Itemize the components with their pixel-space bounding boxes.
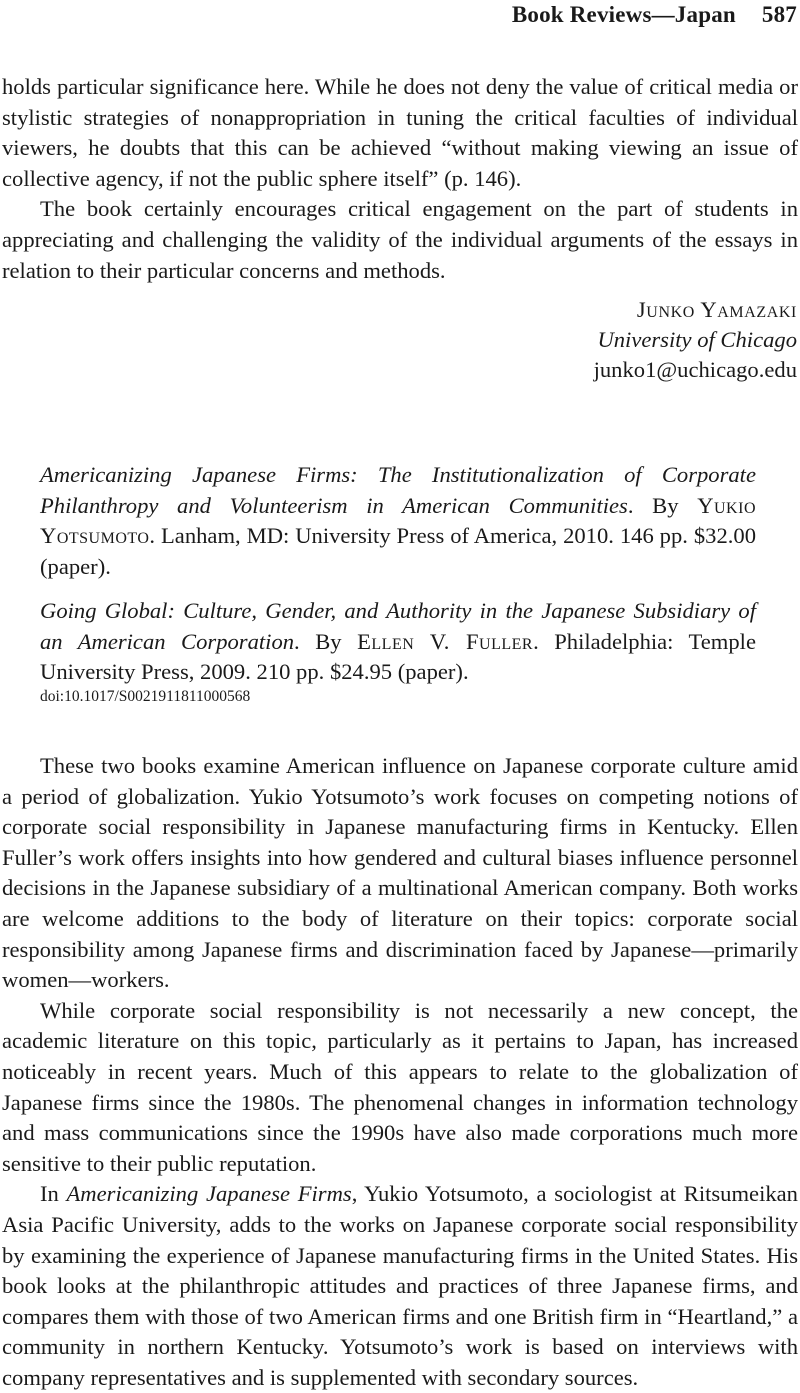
- page-number: 587: [761, 2, 797, 27]
- review-paragraph-2: While corporate social responsibility is not necessarily a new concept, the academic literature on this topic, particularly as it pertains to Japan, has increased noticeably in recent years. Much of this appears to relate to the globalization of Japanese firms since the 1980s. The phenomenal changes in information technology and mass communications since the 1990s have also made corporations much more sensitive to their public reputation.: [2, 997, 798, 1176]
- book-citation-2: [40, 596, 756, 688]
- review-body: [2, 751, 798, 1393]
- book-1-title: Americanizing Japanese Firms: The Institutionalization of Corporate Philanthropy and Volunteerism in American Communities: [40, 462, 756, 518]
- reviewer-affiliation: University of Chicago: [597, 327, 797, 352]
- book-2-title: Going Global: Culture, Gender, and Authority in the Japanese Subsidiary of an American Corporation: [40, 598, 756, 654]
- review-paragraph-3: [2, 1179, 798, 1393]
- reviewer-name: Junko Yamazaki: [636, 297, 797, 322]
- doi: doi:10.1017/S0021911811000568: [40, 688, 251, 705]
- previous-review-paragraph-2: The book certainly encourages critical engagement on the part of students in appreciating and challenging the validity of the individual arguments of the essays in relation to their particular concerns and methods.: [2, 196, 798, 283]
- book-2-author: Ellen V. Fuller: [357, 628, 534, 654]
- section-title: Book Reviews—Japan: [511, 2, 736, 27]
- book-2-by: . By: [294, 628, 358, 654]
- previous-review-paragraph-1: holds particular significance here. While he does not deny the value of critical media or stylistic strategies of nonappropriation in tuning the critical faculties of individual viewers, he doubts that this can be achieved “without making viewing an issue of collective agency, if not the public sphere itself” (p. 146).: [2, 74, 798, 191]
- reviewer-signature: [594, 295, 797, 385]
- review-paragraph-3-lead: In: [40, 1181, 67, 1207]
- review-paragraph-3-book-title: Americanizing Japanese Firms: [66, 1181, 352, 1207]
- review-paragraph-3-rest: , Yukio Yotsumoto, a sociologist at Ritsumeikan Asia Pacific University, adds to the works on Japanese corporate social responsibility by examining the experience of Japanese manufacturing firms in the United States. His book looks at the philanthropic attitudes and practices of three Japanese firms, and compares them with those of two American firms and one British firm in “Heartland,” a community in northern Kentucky. Yotsumoto’s work is based on interviews with company representatives and is supplemented with secondary sources.: [2, 1181, 798, 1390]
- book-citation-1: [40, 460, 756, 582]
- book-1-by: . By: [627, 492, 698, 518]
- previous-review-text: [2, 72, 798, 286]
- running-head: [512, 2, 797, 28]
- book-1-details: . Lanham, MD: University Press of America, 2010. 146 pp. $32.00 (paper).: [40, 523, 756, 579]
- book-1-author: Yukio Yotsumoto: [40, 492, 756, 548]
- reviewer-email: junko1@uchicago.edu: [593, 357, 797, 382]
- review-paragraph-1: These two books examine American influence on Japanese corporate culture amid a period of globalization. Yukio Yotsumoto’s work focuses on competing notions of corporate social responsibility in Japanese manufacturing firms in Kentucky. Ellen Fuller’s work offers insights into how gendered and cultural biases influence personnel decisions in the Japanese subsidiary of a multinational American company. Both works are welcome additions to the body of literature on their topics: corporate social responsibility among Japanese firms and discrimination faced by Japanese—primarily women—workers.: [2, 753, 798, 993]
- book-2-details: . Philadelphia: Temple University Press, 2009. 210 pp. $24.95 (paper).: [40, 628, 756, 684]
